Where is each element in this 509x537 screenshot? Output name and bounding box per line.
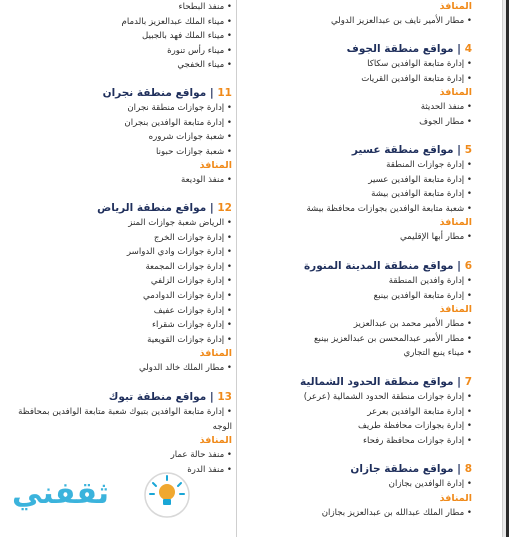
- list-item: • إدارة جوازات المنطقة: [237, 158, 472, 173]
- list-item: • إدارة جوازات شقراء: [4, 318, 232, 333]
- list-item: • إدارة جوازات الزلفي: [4, 274, 232, 289]
- list-item: • مطار الملك خالد الدولي: [4, 361, 232, 376]
- section-jazan: [237, 462, 472, 520]
- list-item: • إدارة جوازات المجمعة: [4, 260, 232, 275]
- list-item: • الرياض شعبة جوازات المنز: [4, 216, 232, 231]
- list-item: • منفذ الدرة: [4, 463, 232, 478]
- list-item: • ميناء الخفجي: [4, 58, 232, 73]
- items-list: [4, 101, 232, 159]
- ports-list: [237, 506, 472, 521]
- ports-label: المنافذ: [199, 160, 232, 172]
- ports-label: المنافذ: [439, 492, 472, 504]
- section-title: مواقع منطقة عسير: [351, 144, 454, 156]
- section-number: 12: [217, 202, 232, 214]
- section-number: 13: [217, 391, 232, 403]
- list-item: • إدارة متابعة الوافدين بنجران: [4, 116, 232, 131]
- section-number: 8: [464, 463, 472, 475]
- list-item: • إدارة جوازات القويعية: [4, 333, 232, 348]
- list-item: • شعبة جوازات شروره: [4, 130, 232, 145]
- section-number: 4: [464, 43, 472, 55]
- section-number: 7: [464, 376, 472, 388]
- section-jouf: [237, 42, 472, 129]
- list-item: • منفذ الوديعة: [4, 173, 232, 188]
- ports-label: المنافذ: [439, 304, 472, 316]
- list-item: • إدارة جوازات منطقة الحدود الشمالية (عرعر): [237, 390, 472, 405]
- items-list: [237, 477, 472, 492]
- section-title: مواقع منطقة المدينة المنورة: [303, 260, 454, 272]
- section-heading: 12 | مواقع منطقة الرياض: [97, 202, 232, 214]
- ports-list: [4, 173, 232, 188]
- section-heading: 5 | مواقع منطقة عسير: [351, 144, 472, 156]
- items-list: [237, 57, 472, 86]
- section-madinah: [237, 259, 472, 361]
- list-item: • إدارة جوازات منطقة نجران: [4, 101, 232, 116]
- ports-list: [237, 14, 472, 29]
- items-list: [4, 216, 232, 347]
- list-item: • ميناء الملك فهد بالجبيل: [4, 29, 232, 44]
- watermark-text: ثقفني: [12, 476, 110, 511]
- section-heading: 7 | مواقع منطقة الحدود الشمالية: [299, 376, 472, 388]
- list-item: • منفذ البطحاء: [4, 0, 232, 15]
- list-item: • شعبة متابعة الوافدين بجوازات محافظة بيشة: [237, 202, 472, 217]
- lightbulb-icon: [142, 470, 192, 520]
- list-item: • إدارة متابعة الوافدين سكاكا: [237, 57, 472, 72]
- section-heading: 11 | مواقع منطقة نجران: [102, 87, 232, 99]
- ports-label: المنافذ: [199, 435, 232, 447]
- section-title: مواقع منطقة الرياض: [97, 202, 207, 214]
- list-item: • إدارة بجوازات محافظة طريف: [237, 419, 472, 434]
- list-item: • إدارة متابعة الوافدين القريات: [237, 72, 472, 87]
- section-heading: 13 | مواقع منطقة تبوك: [108, 391, 232, 403]
- section-continuation-left: [4, 0, 232, 73]
- ports-label: المنافذ: [439, 217, 472, 229]
- section-number: 6: [464, 260, 472, 272]
- list-item: • إدارة متابعة الوافدين بتبوك شعبة متابعة الوافدين بمحافظة الوجه: [4, 405, 232, 434]
- section-riyadh: [4, 201, 232, 376]
- list-item: • إدارة جوازات محافظة رفحاء: [237, 434, 472, 449]
- list-item: • منفذ حالة عمار: [4, 448, 232, 463]
- list-item: • إدارة جوازات وادي الدواسر: [4, 245, 232, 260]
- section-number: 11: [217, 87, 232, 99]
- list-item: • إدارة الوافدين بجازان: [237, 477, 472, 492]
- ports-label: المنافذ: [199, 348, 232, 360]
- list-item: • مطار الأمير نايف بن عبدالعزيز الدولي: [237, 14, 472, 29]
- section-title: مواقع منطقة نجران: [102, 87, 207, 99]
- list-item: • مطار الجوف: [237, 115, 472, 130]
- section-northern-borders: [237, 375, 472, 448]
- items-list: [4, 405, 232, 434]
- list-item: • مطار الملك عبدالله بن عبدالعزيز بجازان: [237, 506, 472, 521]
- list-item: • إدارة وافدين المنطقة: [237, 274, 472, 289]
- ports-label: المنافذ: [439, 1, 472, 12]
- section-number: 5: [464, 144, 472, 156]
- section-title: مواقع منطقة تبوك: [108, 391, 207, 403]
- list-item: • منفذ الحديثة: [237, 100, 472, 115]
- list-item: • مطار الأمير محمد بن عبدالعزيز: [237, 317, 472, 332]
- ports-list: [237, 317, 472, 361]
- ports-list: [4, 0, 232, 73]
- list-item: • مطار الأمير عبدالمحسن بن عبدالعزيز بينبع: [237, 332, 472, 347]
- list-item: • شعبة جوازات حبونا: [4, 145, 232, 160]
- list-item: • إدارة متابعة الوافدين بيشة: [237, 187, 472, 202]
- section-heading: 4 | مواقع منطقة الجوف: [346, 43, 472, 55]
- items-list: [237, 390, 472, 448]
- list-item: • إدارة متابعة الوافدين عسير: [237, 173, 472, 188]
- list-item: • ميناء الملك عبدالعزيز بالدمام: [4, 15, 232, 30]
- section-title: مواقع منطقة الحدود الشمالية: [299, 376, 454, 388]
- list-item: • إدارة جوازات الدوادمي: [4, 289, 232, 304]
- ports-list: [237, 230, 472, 245]
- section-najran: [4, 86, 232, 188]
- ports-label: المنافذ: [439, 87, 472, 99]
- section-title: مواقع منطقة الجوف: [346, 43, 454, 55]
- list-item: • إدارة جوازات عفيف: [4, 304, 232, 319]
- list-item: • إدارة جوازات الخرج: [4, 231, 232, 246]
- section-heading: 6 | مواقع منطقة المدينة المنورة: [303, 260, 472, 272]
- list-item: • إدارة متابعة الوافدين بينبع: [237, 289, 472, 304]
- list-item: • مطار أبها الإقليمي: [237, 230, 472, 245]
- section-heading: 8 | مواقع منطقة جازان: [350, 463, 472, 475]
- list-item: • ميناء رأس تنورة: [4, 44, 232, 59]
- section-asir: [237, 143, 472, 245]
- items-list: [237, 274, 472, 303]
- list-item: • إدارة متابعة الوافدين بعرعر: [237, 405, 472, 420]
- items-list: [237, 158, 472, 216]
- section-continuation-right: [237, 0, 472, 29]
- list-item: • ميناء ينبع التجاري: [237, 346, 472, 361]
- watermark-logo: [12, 462, 162, 530]
- section-title: مواقع منطقة جازان: [350, 463, 454, 475]
- ports-list: [237, 100, 472, 129]
- ports-list: [4, 361, 232, 376]
